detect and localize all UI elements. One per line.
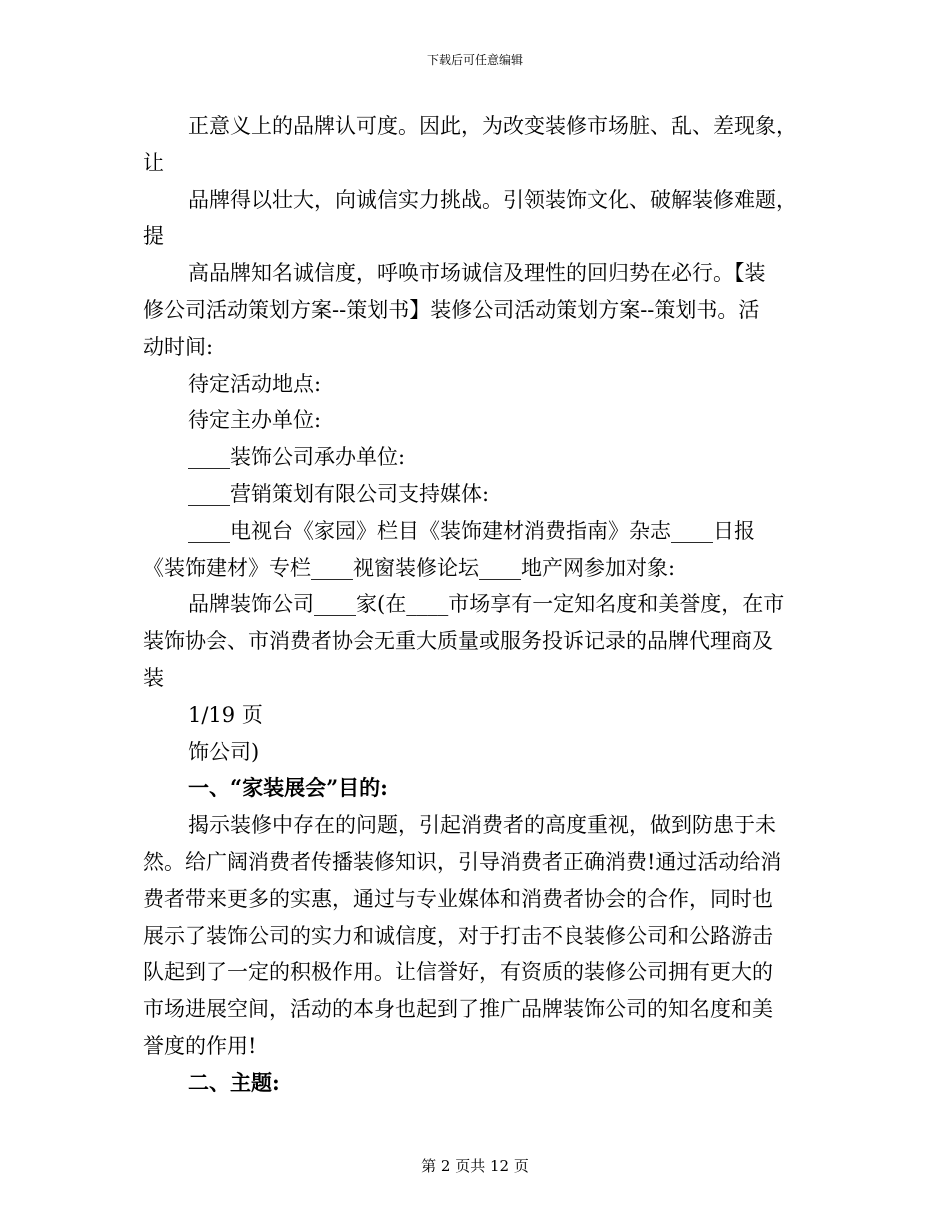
text-line: ____营销策划有限公司支持媒体: xyxy=(188,481,490,506)
text-line: 市场进展空间，活动的本身也起到了推广品牌装饰公司的知名度和美 xyxy=(143,997,773,1022)
text-line: 1/19 页 xyxy=(188,702,263,727)
text-line: 高品牌知名诚信度，呼唤市场诚信及理性的回归势在必行。【装 xyxy=(188,261,766,286)
page-header: 下载后可任意编辑 xyxy=(426,53,523,67)
text-line: 饰公司) xyxy=(188,739,260,764)
text-line: 品牌得以壮大，向诚信实力挑战。引领装饰文化、破解装修难题， xyxy=(188,187,797,212)
page-footer: 第 2 页共 12 页 xyxy=(421,1157,529,1175)
section-heading: 二、主题: xyxy=(188,1069,280,1095)
text-line: ____电视台《家园》栏目《装饰建材消费指南》杂志____日报 xyxy=(188,518,755,543)
text-line: 装 xyxy=(143,665,164,690)
text-line: 费者带来更多的实惠，通过与专业媒体和消费者协会的合作，同时也 xyxy=(143,886,773,911)
text-line: 修公司活动策划方案--策划书】装修公司活动策划方案--策划书。活 xyxy=(143,297,760,322)
text-line: 待定主办单位: xyxy=(188,408,322,433)
section-heading: 一、“家装展会”目的: xyxy=(188,775,388,801)
text-line: 品牌装饰公司____家(在____市场享有一定知名度和美誉度，在市 xyxy=(188,592,785,617)
text-line: 提 xyxy=(143,224,164,249)
text-line: 待定活动地点: xyxy=(188,371,322,396)
text-line: 装饰协会、市消费者协会无重大质量或服务投诉记录的品牌代理商及 xyxy=(143,629,773,654)
text-line: 动时间: xyxy=(143,334,214,359)
text-line: 展示了装饰公司的实力和诚信度，对于打击不良装修公司和公路游击 xyxy=(143,923,773,948)
text-line: 揭示装修中存在的问题，引起消费者的高度重视，做到防患于未 xyxy=(188,813,776,838)
document-body xyxy=(143,108,809,1102)
text-line: 《装饰建材》专栏____视窗装修论坛____地产网参加对象: xyxy=(143,555,676,580)
text-line: 正意义上的品牌认可度。因此，为改变装修市场脏、乱、差现象， xyxy=(188,114,797,138)
text-line: ____装饰公司承办单位: xyxy=(188,445,406,470)
text-line: 让 xyxy=(143,150,164,175)
text-line: 队起到了一定的积极作用。让信誉好，有资质的装修公司拥有更大的 xyxy=(143,960,773,985)
text-line: 誉度的作用! xyxy=(143,1033,257,1058)
text-line: 然。给广阔消费者传播装修知识，引导消费者正确消费!通过活动给消 xyxy=(143,849,782,874)
